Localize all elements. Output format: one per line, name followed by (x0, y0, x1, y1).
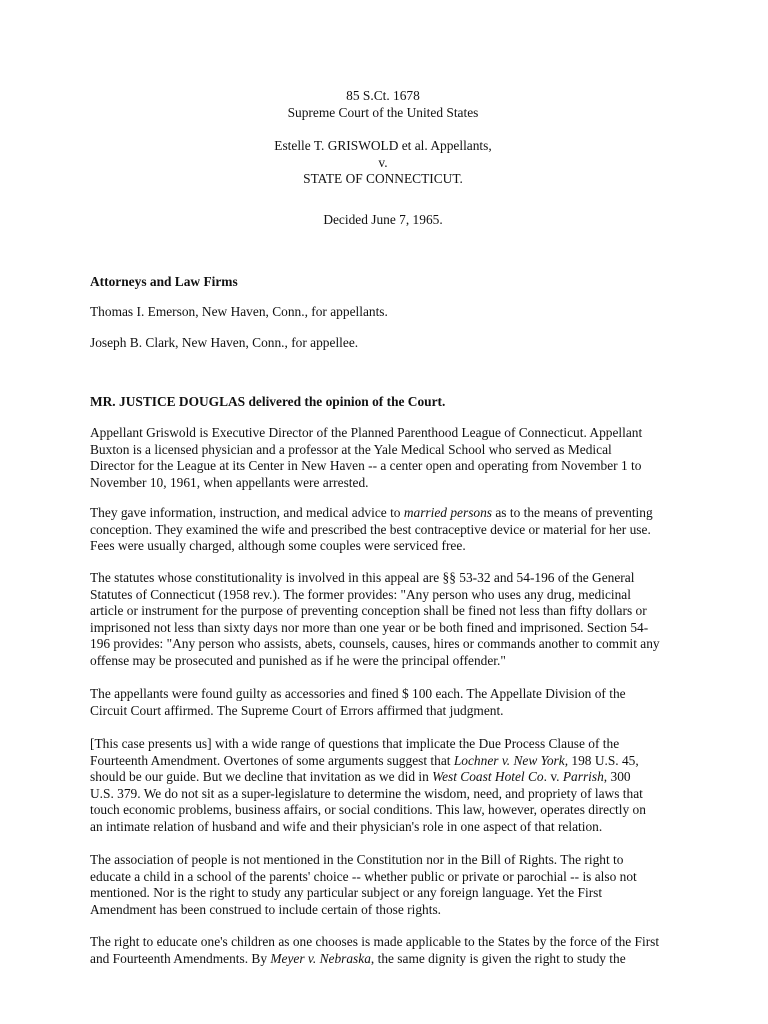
opinion-paragraph-6 (90, 852, 688, 918)
opinion-heading (90, 394, 688, 411)
text-run: , 300 (603, 769, 631, 785)
paragraph-line: [This case presents us] with a wide range of questions that implicate the Due Process Clause of the (90, 736, 620, 751)
paragraph-line: conception. They examined the wife and prescribed the best contraceptive device or material for her use. (90, 521, 651, 537)
paragraph-line: article or instrument for the purpose of preventing conception shall be fined not less than fifty dollars or (90, 603, 647, 619)
paragraph-line: The association of people is not mentioned in the Constitution nor in the Bill of Rights. The right to (90, 852, 624, 867)
opinion-paragraph-5 (90, 736, 688, 836)
case-name-meyer: Meyer v. Nebraska (270, 950, 371, 966)
paragraph-line: The right to educate one's children as one chooses is made applicable to the States by the force of the First (90, 934, 660, 949)
paragraph-line (90, 505, 688, 522)
versus-label: v. (378, 154, 388, 170)
opinion-heading-text: MR. JUSTICE DOUGLAS delivered the opinion of the Court. (90, 394, 446, 409)
text-run: and Fourteenth Amendments. By (90, 950, 271, 966)
paragraph-line: Director for the League at its Center in New Haven -- a center open and operating from November 1 to (90, 458, 642, 474)
case-caption-header (84, 88, 682, 121)
text-run: They gave information, instruction, and medical advice to (90, 505, 404, 520)
text-run: as to the means of preventing (492, 505, 653, 520)
paragraph-line: mentioned. Nor is the right to study any particular subject or any foreign language. Yet the First (90, 885, 603, 901)
decision-date-text: Decided June 7, 1965. (323, 212, 443, 227)
attorney-appellee (90, 335, 688, 352)
case-citation: 85 S.Ct. 1678 (346, 88, 420, 103)
text-run: , the same dignity is given the right to study the (370, 950, 626, 966)
decision-date (84, 212, 682, 229)
opinion-paragraph-7 (90, 934, 688, 967)
attorneys-heading (90, 274, 688, 291)
opinion-paragraph-4 (90, 686, 688, 719)
paragraph-line: an intimate relation of husband and wife and their physician's role in one aspect of that relation. (90, 818, 603, 834)
paragraph-line (90, 769, 688, 786)
text-run: should be our guide. But we decline that invitation as we did in (90, 769, 433, 785)
paragraph-line: Statutes of Connecticut (1958 rev.). The former provides: "Any person who uses any drug, medicinal (90, 586, 631, 602)
party-appellants: Estelle T. GRISWOLD et al. Appellants, (274, 138, 492, 153)
paragraph-line: U.S. 379. We do not sit as a super-legislature to determine the wisdom, need, and propriety of laws that (90, 785, 643, 801)
paragraph-line: The statutes whose constitutionality is involved in this appeal are §§ 53-32 and 54-196 of the General (90, 570, 635, 585)
attorney-appellants-text: Thomas I. Emerson, New Haven, Conn., for appellants. (90, 304, 388, 319)
paragraph-line (90, 753, 688, 770)
case-name-lochner: Lochner v. New York, (453, 752, 569, 768)
case-name-parrish: Parrish (562, 769, 604, 785)
paragraph-line: Appellant Griswold is Executive Director of the Planned Parenthood League of Connecticut. Appellant (90, 425, 643, 440)
text-run: 198 U.S. 45, (568, 752, 639, 768)
paragraph-line: Buxton is a licensed physician and a professor at the Yale Medical School who served as Medical (90, 441, 612, 457)
attorney-appellee-text: Joseph B. Clark, New Haven, Conn., for appellee. (90, 335, 359, 350)
text-run: Fourteenth Amendment. Overtones of some arguments suggest that (90, 752, 454, 768)
opinion-paragraph-3 (90, 570, 688, 670)
opinion-paragraph-1 (90, 425, 688, 491)
case-parties (84, 138, 682, 188)
party-appellee: STATE OF CONNECTICUT. (303, 171, 463, 187)
paragraph-line: imprisoned not less than sixty days nor more than one year or be both fined and imprisoned. Section 54- (90, 619, 649, 635)
case-name-west-coast-hotel: West Coast Hotel Co (432, 769, 544, 785)
paragraph-line: educate a child in a school of the parents' choice -- whether public or private or parochial -- is also not (90, 868, 637, 884)
emphasis-married-persons: married persons (403, 505, 493, 520)
paragraph-line: 196 provides: "Any person who assists, abets, counsels, causes, hires or commands another to commit any (90, 636, 660, 652)
paragraph-line: November 10, 1961, when appellants were arrested. (90, 474, 369, 490)
paragraph-line: Circuit Court affirmed. The Supreme Court of Errors affirmed that judgment. (90, 702, 504, 718)
paragraph-line: Fees were usually charged, although some couples were serviced free. (90, 538, 466, 554)
court-name: Supreme Court of the United States (287, 104, 479, 120)
paragraph-line (90, 951, 688, 968)
attorneys-heading-text: Attorneys and Law Firms (90, 274, 238, 289)
attorney-appellants (90, 304, 688, 321)
opinion-paragraph-2 (90, 505, 688, 555)
paragraph-line: Amendment has been construed to include certain of those rights. (90, 901, 442, 917)
paragraph-line: offense may be prosecuted and punished as if he were the principal offender." (90, 652, 506, 668)
text-run: . v. (543, 769, 563, 785)
paragraph-line: touch economic problems, business affairs, or social conditions. This law, however, operates directly on (90, 802, 646, 818)
paragraph-line: The appellants were found guilty as accessories and fined $ 100 each. The Appellate Division of the (90, 686, 626, 701)
